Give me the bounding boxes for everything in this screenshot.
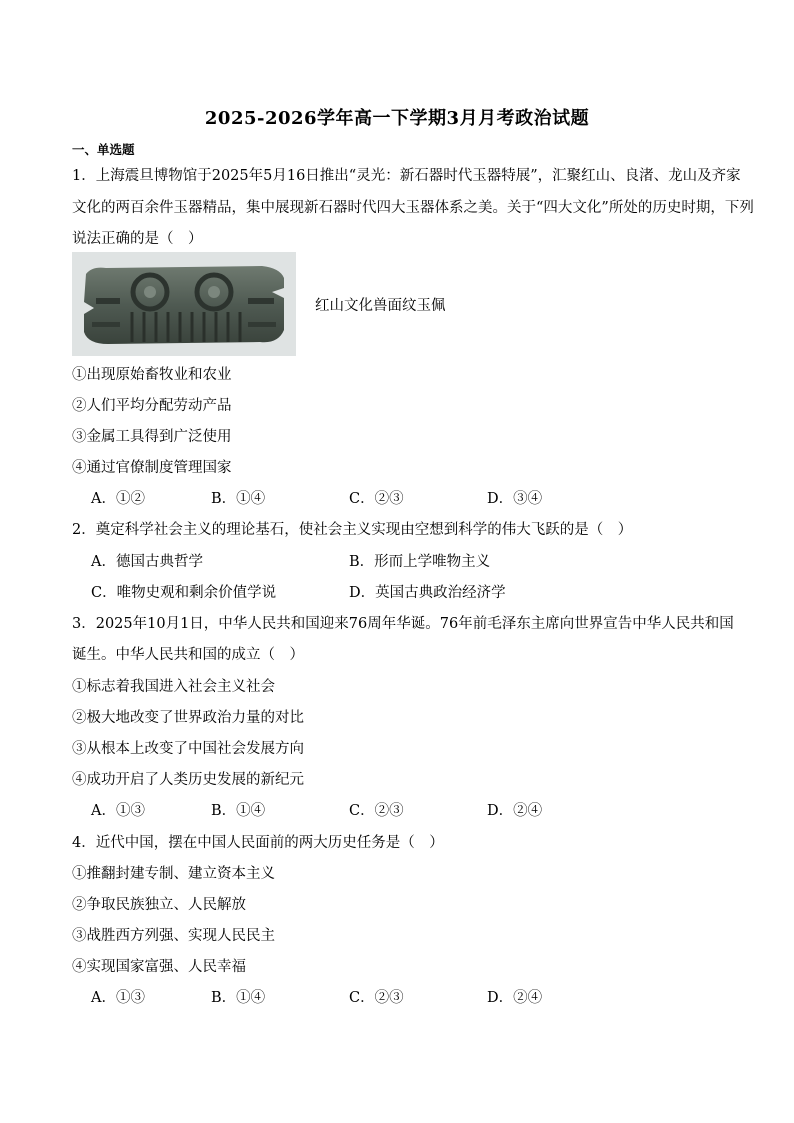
q3-stem-line-1: 3．2025年10月1日，中华人民共和国迎来76周年华诞。76年前毛泽东主席向世界宣告中华人民共和国 — [72, 616, 734, 632]
q3-option-d[interactable]: D．②④ — [487, 803, 543, 819]
q2-stem: 2．奠定科学社会主义的理论基石，使社会主义实现由空想到科学的伟大飞跃的是（ ） — [72, 522, 633, 538]
q1-option-d[interactable]: D．③④ — [487, 491, 543, 507]
q4-option-d[interactable]: D．②④ — [487, 990, 543, 1006]
q2-option-d[interactable]: D．英国古典政治经济学 — [349, 585, 506, 601]
q4-statement-4: ④实现国家富强、人民幸福 — [72, 959, 246, 975]
q4-option-a[interactable]: A．①③ — [91, 990, 145, 1006]
q4-option-c[interactable]: C．②③ — [349, 990, 404, 1006]
q4-statement-3: ③战胜西方列强、实现人民民主 — [72, 928, 275, 944]
q2-option-a[interactable]: A．德国古典哲学 — [91, 554, 203, 570]
q1-statement-1: ①出现原始畜牧业和农业 — [72, 367, 232, 383]
q1-stem-line-2: 文化的两百余件玉器精品，集中展现新石器时代四大玉器体系之美。关于“四大文化”所处的历史时期，下列 — [72, 200, 754, 216]
q3-stem-line-2: 诞生。中华人民共和国的成立（ ） — [72, 647, 304, 663]
exam-title: 2025-2026学年高一下学期3月月考政治试题 — [204, 108, 590, 129]
jade-pendant-image — [72, 252, 296, 356]
q3-statement-2: ②极大地改变了世界政治力量的对比 — [72, 710, 304, 726]
q3-option-a[interactable]: A．①③ — [91, 803, 145, 819]
q3-statement-3: ③从根本上改变了中国社会发展方向 — [72, 741, 304, 757]
q1-statement-4: ④通过官僚制度管理国家 — [72, 460, 232, 476]
q1-stem-line-1: 1．上海震旦博物馆于2025年5月16日推出“灵光：新石器时代玉器特展”，汇聚红山、良渚、龙山及齐家 — [72, 168, 741, 184]
q4-option-b[interactable]: B．①④ — [211, 990, 266, 1006]
q1-option-c[interactable]: C．②③ — [349, 491, 404, 507]
q1-option-b[interactable]: B．①④ — [211, 491, 266, 507]
q2-option-c[interactable]: C．唯物史观和剩余价值学说 — [91, 585, 277, 601]
q3-statement-4: ④成功开启了人类历史发展的新纪元 — [72, 772, 304, 788]
q4-statement-1: ①推翻封建专制、建立资本主义 — [72, 866, 275, 882]
q4-statement-2: ②争取民族独立、人民解放 — [72, 897, 246, 913]
q1-statement-2: ②人们平均分配劳动产品 — [72, 398, 232, 414]
q3-statement-1: ①标志着我国进入社会主义社会 — [72, 679, 275, 695]
image-caption: 红山文化兽面纹玉佩 — [315, 298, 446, 314]
q3-option-b[interactable]: B．①④ — [211, 803, 266, 819]
q2-option-b[interactable]: B．形而上学唯物主义 — [349, 554, 491, 570]
q1-stem-line-3: 说法正确的是（ ） — [72, 231, 203, 247]
q1-option-a[interactable]: A．①② — [91, 491, 145, 507]
section-heading: 一、单选题 — [72, 142, 135, 157]
q4-stem: 4．近代中国，摆在中国人民面前的两大历史任务是（ ） — [72, 835, 444, 851]
q3-option-c[interactable]: C．②③ — [349, 803, 404, 819]
q1-statement-3: ③金属工具得到广泛使用 — [72, 429, 232, 445]
